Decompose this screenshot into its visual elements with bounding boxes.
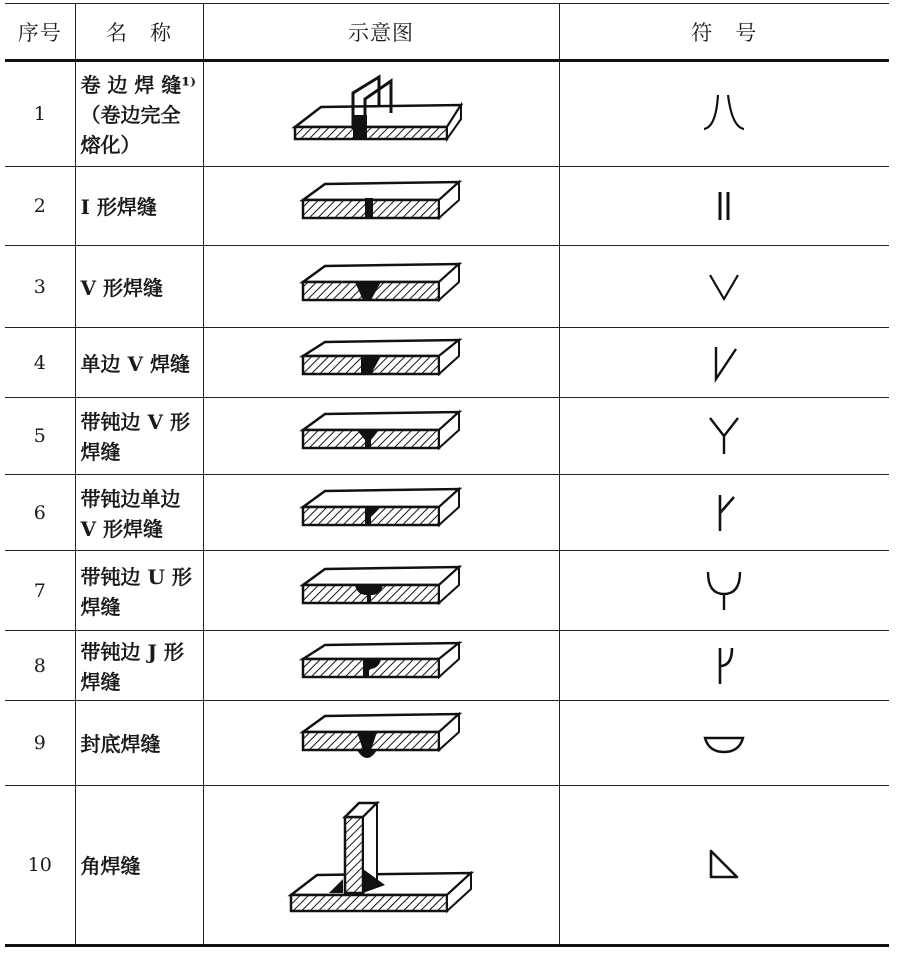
table-row: [5, 631, 889, 701]
row-name: I 形焊缝: [75, 167, 203, 246]
header-symbol: 符 号: [559, 4, 889, 61]
table-row: [5, 551, 889, 631]
table-row: [5, 701, 889, 786]
header-number: 序号: [5, 4, 75, 61]
row-name: 带钝边单边 V 形焊缝: [75, 475, 203, 551]
j-weld-symbol: [559, 631, 889, 701]
table-row: [5, 167, 889, 246]
header-row: [5, 4, 889, 61]
row-number: 7: [5, 551, 75, 631]
table-row: [5, 475, 889, 551]
y-weld-symbol: [559, 398, 889, 475]
square-butt-weld-diagram: [203, 167, 559, 246]
fillet-weld-diagram: [203, 786, 559, 946]
row-number: 1: [5, 61, 75, 167]
bevel-weld-diagram: [203, 328, 559, 398]
j-groove-weld-diagram: [203, 631, 559, 701]
half-y-weld-diagram: [203, 475, 559, 551]
flange-weld-symbol: [559, 61, 889, 167]
row-name: 角焊缝: [75, 786, 203, 946]
row-name: V 形焊缝: [75, 246, 203, 328]
i-weld-symbol: [559, 167, 889, 246]
y-groove-weld-diagram: [203, 398, 559, 475]
backing-weld-symbol: [559, 701, 889, 786]
table-row: [5, 398, 889, 475]
row-name: 带钝边 U 形焊缝: [75, 551, 203, 631]
half-y-weld-symbol: [559, 475, 889, 551]
row-name: 单边 V 焊缝: [75, 328, 203, 398]
fillet-weld-symbol: [559, 786, 889, 946]
row-name: 带钝边 V 形焊缝: [75, 398, 203, 475]
row-number: 5: [5, 398, 75, 475]
header-name: 名 称: [75, 4, 203, 61]
table-row: [5, 328, 889, 398]
u-groove-weld-diagram: [203, 551, 559, 631]
row-name: 带钝边 J 形焊缝: [75, 631, 203, 701]
v-weld-symbol: [559, 246, 889, 328]
u-weld-symbol: [559, 551, 889, 631]
table-row: [5, 786, 889, 946]
row-number: 4: [5, 328, 75, 398]
weld-symbol-table: [5, 3, 889, 947]
flanged-weld-diagram: [203, 61, 559, 167]
table-row: [5, 246, 889, 328]
v-groove-weld-diagram: [203, 246, 559, 328]
row-number: 2: [5, 167, 75, 246]
row-name: 卷 边 焊 缝¹⁾（卷边完全熔化）: [75, 61, 203, 167]
row-number: 10: [5, 786, 75, 946]
row-number: 9: [5, 701, 75, 786]
backing-weld-diagram: [203, 701, 559, 786]
table-row: [5, 61, 889, 167]
bevel-weld-symbol: [559, 328, 889, 398]
row-number: 8: [5, 631, 75, 701]
row-number: 6: [5, 475, 75, 551]
header-diagram: 示意图: [203, 4, 559, 61]
row-number: 3: [5, 246, 75, 328]
row-name: 封底焊缝: [75, 701, 203, 786]
